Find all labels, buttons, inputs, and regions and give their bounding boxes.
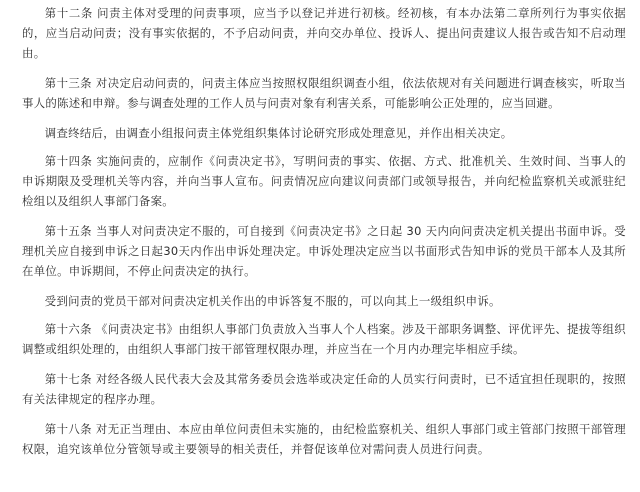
paragraph-article-16: 第十六条 《问责决定书》由组织人事部门负责放入当事人个人档案。涉及干部职务调整、评优评先、提拔等组织调整或组织处理的，由组织人事部门按干部管理权限办理，并应当在一个月内办理完毕相应手续。 (22, 322, 626, 356)
paragraph-article-17: 第十七条 对经各级人民代表大会及其常务委员会选举或决定任命的人员实行问责时，已不适宜担任现职的，按照有关法律规定的程序办理。 (22, 372, 626, 406)
paragraph-article-15: 第十五条 当事人对问责决定不服的，可自接到《问责决定书》之日起 30 天内向问责决定机关提出书面申诉。受理机关应自接到申诉之日起30天内作出申诉处理决定。申诉处理决定应当以书面形式告知申诉的党员干部本人及其所在单位。申诉期间，不停止问责决定的执行。 (22, 224, 626, 278)
paragraph-article-13: 第十三条 对决定启动问责的，问责主体应当按照权限组织调查小组，依法依规对有关问题进行调查核实，听取当事人的陈述和申辩。参与调查处理的工作人员与问责对象有利害关系，可能影响公正处理的，应当回避。 (22, 76, 626, 110)
paragraph-appeal-higher: 受到问责的党员干部对问责决定机关作出的申诉答复不服的，可以向其上一级组织申诉。 (44, 294, 501, 308)
paragraph-article-14: 第十四条 实施问责的，应制作《问责决定书》，写明问责的事实、依据、方式、批准机关、生效时间、当事人的申诉期限及受理机关等内容，并向当事人宣布。问责情况应向建议问责部门或领导报告，并向纪检监察机关或派驻纪检组以及组织人事部门备案。 (22, 154, 626, 208)
paragraph-article-12: 第十二条 问责主体对受理的问责事项，应当予以登记并进行初核。经初核，有本办法第二章所列行为事实依据的，应当启动问责；没有事实依据的，不予启动问责，并向交办单位、投诉人、提出问责建议人报告或告知不启动理由。 (22, 6, 626, 60)
paragraph-investigation-conclusion: 调查终结后，由调查小组报问责主体党组织集体讨论研究形成处理意见，并作出相关决定。 (44, 126, 513, 140)
paragraph-article-18: 第十八条 对无正当理由、本应由单位问责但未实施的，由纪检监察机关、组织人事部门或主管部门按照干部管理权限，追究该单位分管领导或主要领导的相关责任，并督促该单位对需问责人员进行问责。 (22, 422, 626, 456)
